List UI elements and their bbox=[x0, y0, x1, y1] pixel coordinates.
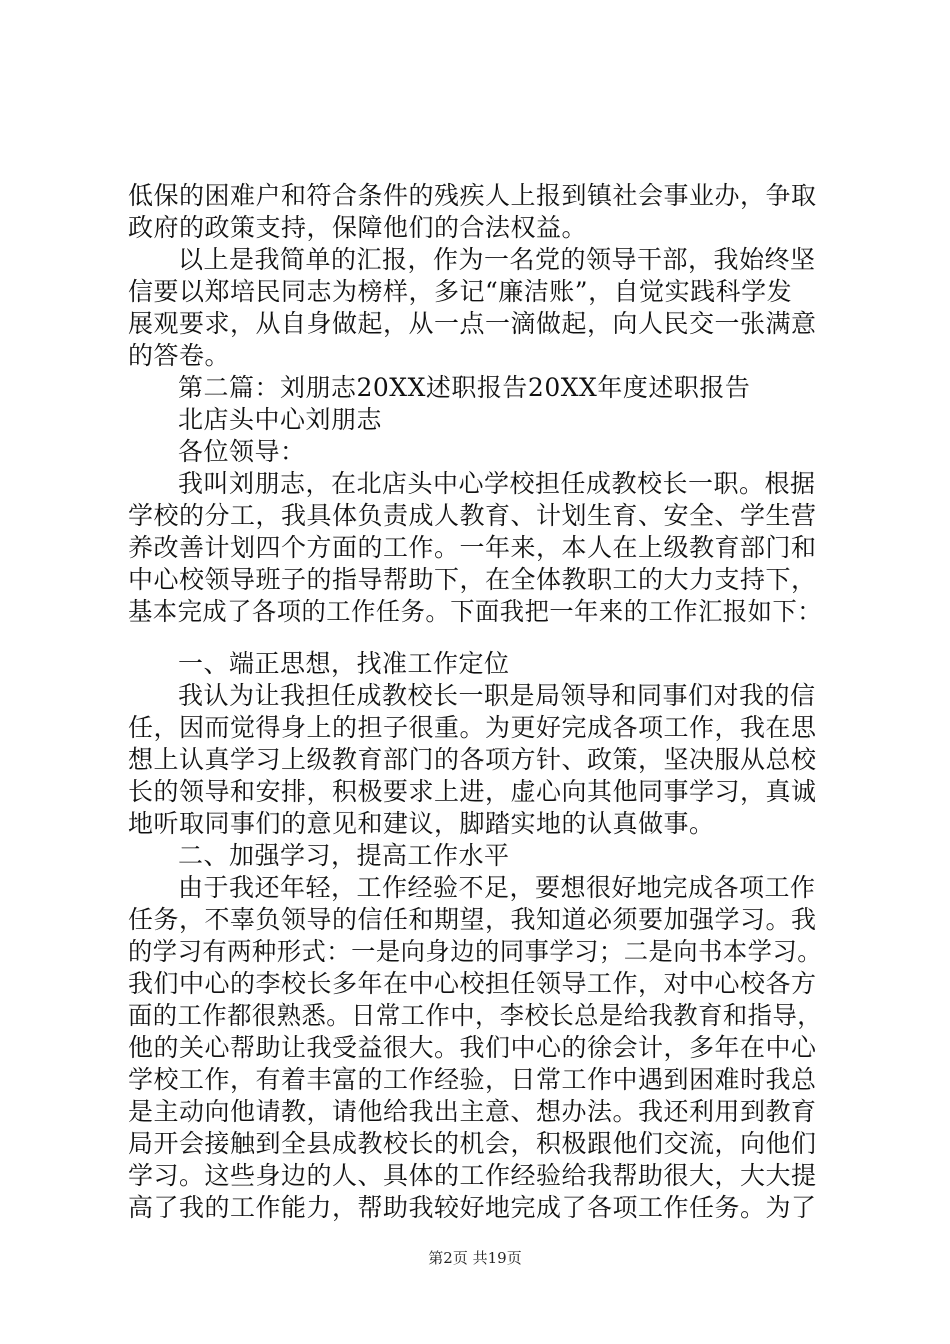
author-line: 北店头中心刘朋志 bbox=[178, 405, 383, 434]
text-line: 低保的困难户和符合条件的残疾人上报到镇社会事业办，争取 bbox=[128, 181, 817, 210]
text-line: 长的领导和安排，积极要求上进，虚心向其他同事学习，真诚 bbox=[128, 777, 817, 806]
text-line: 地听取同事们的意见和建议，脚踏实地的认真做事。 bbox=[128, 809, 715, 838]
subsection-title: 二、加强学习，提高工作水平 bbox=[178, 841, 510, 870]
salutation: 各位领导： bbox=[178, 437, 306, 466]
text-line: 他的关心帮助让我受益很大。我们中心的徐会计，多年在中心 bbox=[128, 1033, 817, 1062]
text-line: 学校工作，有着丰富的工作经验，日常工作中遇到困难时我总 bbox=[128, 1065, 817, 1094]
text-line: 由于我还年轻，工作经验不足，要想很好地完成各项工作 bbox=[178, 873, 816, 902]
text-line: 学习。这些身边的人、具体的工作经验给我帮助很大，大大提 bbox=[128, 1161, 817, 1190]
text-line: 政府的政策支持，保障他们的合法权益。 bbox=[128, 213, 588, 242]
text-line: 我叫刘朋志，在北店头中心学校担任成教校长一职。根据 bbox=[178, 469, 816, 498]
text-line: 信要以郑培民同志为榜样，多记“廉洁账”，自觉实践科学发 bbox=[128, 277, 793, 306]
text-line: 展观要求，从自身做起，从一点一滴做起，向人民交一张满意 bbox=[128, 309, 817, 338]
text-line: 的答卷。 bbox=[128, 341, 231, 370]
subsection-title: 一、端正思想，找准工作定位 bbox=[178, 649, 510, 678]
text-line: 学校的分工，我具体负责成人教育、计划生育、安全、学生营 bbox=[128, 501, 817, 530]
text-line: 面的工作都很熟悉。日常工作中，李校长总是给我教育和指导， bbox=[128, 1001, 823, 1030]
text-line: 我们中心的李校长多年在中心校担任领导工作，对中心校各方 bbox=[128, 969, 817, 998]
text-line: 以上是我简单的汇报，作为一名党的领导干部，我始终坚 bbox=[178, 245, 816, 274]
text-line: 中心校领导班子的指导帮助下，在全体教职工的大力支持下， bbox=[128, 565, 817, 594]
text-line: 基本完成了各项的工作任务。下面我把一年来的工作汇报如下： bbox=[128, 597, 823, 626]
section-title: 第二篇：刘朋志20XX述职报告20XX年度述职报告 bbox=[178, 373, 751, 402]
text-line: 的学习有两种形式：一是向身边的同事学习；二是向书本学习。 bbox=[128, 937, 823, 966]
text-line: 想上认真学习上级教育部门的各项方针、政策，坚决服从总校 bbox=[128, 745, 817, 774]
text-line: 养改善计划四个方面的工作。一年来，本人在上级教育部门和 bbox=[128, 533, 817, 562]
page-number: 第2页 共19页 bbox=[428, 1249, 522, 1267]
text-line: 我认为让我担任成教校长一职是局领导和同事们对我的信 bbox=[178, 681, 816, 710]
text-line: 是主动向他请教，请他给我出主意、想办法。我还利用到教育 bbox=[128, 1097, 817, 1126]
text-line: 任，因而觉得身上的担子很重。为更好完成各项工作，我在思 bbox=[128, 713, 817, 742]
text-line: 任务，不辜负领导的信任和期望，我知道必须要加强学习。我 bbox=[128, 905, 817, 934]
text-line: 高了我的工作能力，帮助我较好地完成了各项工作任务。为了 bbox=[128, 1193, 817, 1222]
text-line: 局开会接触到全县成教校长的机会，积极跟他们交流，向他们 bbox=[128, 1129, 817, 1158]
